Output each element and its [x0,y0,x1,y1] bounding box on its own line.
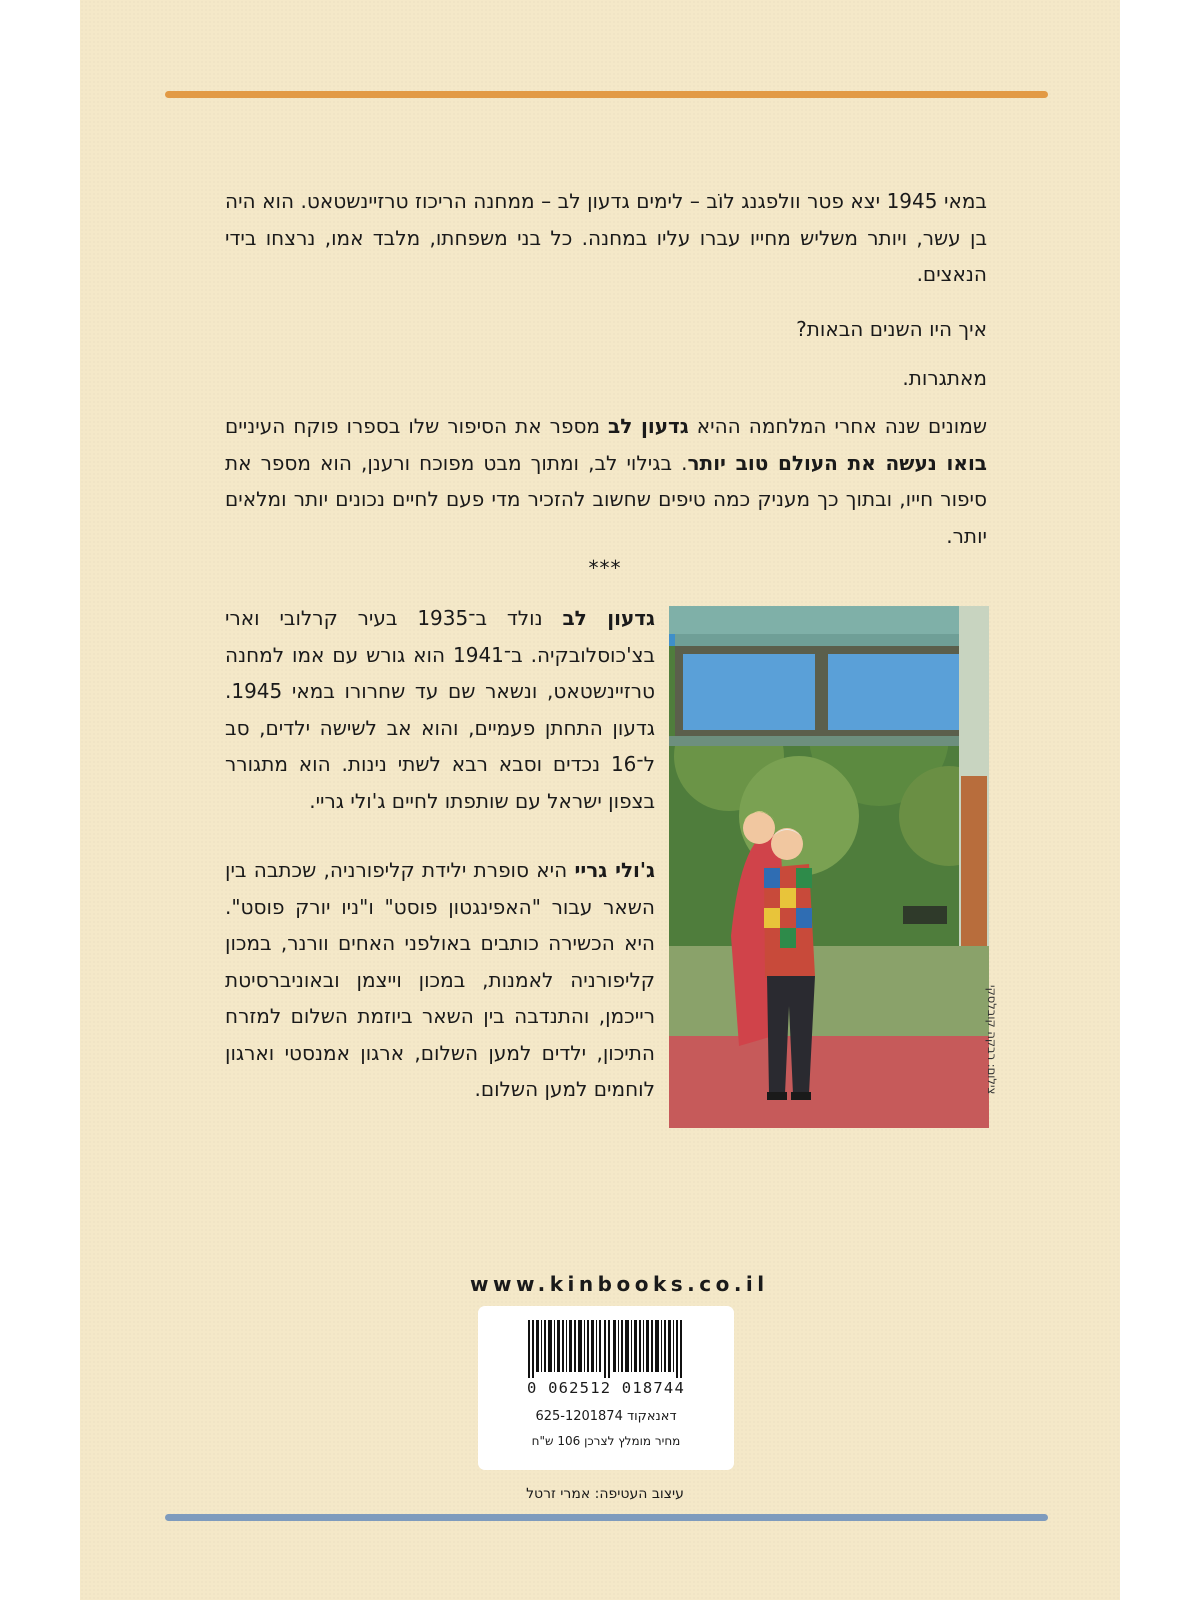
summary-text: . בגילוי לב, ומתוך מבט מפוכח ורענן, הוא מספר את סיפור חייו, ובתוך כך מעניק כמה טיפים שחשוב להזכיר מדי פעם לחיים נכונים יותר ומלאים יותר. [225,450,987,548]
intro-paragraph: במאי 1945 יצא פטר וולפגנג לוֹב – לימים גדעון לב – ממחנה הריכוז טרזיינשטאט. הוא היה בן עשר, ויותר משליש מחייו עברו עליו במחנה. כל בני משפחתו, מלבד אמו, נרצחו בידי הנאצים. [225,189,987,286]
author-bio-gideon [225,600,655,819]
recommended-price: מחיר מומלץ לצרכן 106 ש"ח [531,1434,681,1448]
summary-text: מספר את הסיפור שלו בספרו פוקח העיניים [225,414,609,438]
author-photo [669,606,989,1128]
publisher-website: www.kinbooks.co.il [470,1272,769,1296]
bio-name: גדעון לב [562,606,655,630]
intro-answer: מאתגרות. [902,366,987,390]
barcode-panel [478,1306,734,1470]
danacode: דאנאקוד 625-1201874 [535,1409,677,1424]
top-orange-rule [165,91,1048,98]
intro-question: איך היו השנים הבאות? [796,317,987,341]
photo-credit: צילום: רבקה קובלסקי [985,985,999,1095]
author-name: גדעון לב [608,414,689,438]
book-title: בואו נעשה את העולם טוב יותר [687,450,988,475]
bio-text: היא סופרת ילידת קליפורניה, שכתבה בין השאר עבור "האפינגטון פוסט" ו"ניו יורק פוסט". היא הכשירה כותבים באולפני האחים וורנר, במכון קליפורניה לאמנות, במכון וייצמן ובאוניברסיטת רייכמן, והתנדבה בין השאר ביוזמת השלום למזרח התיכון, ילדים למען השלום, ארגון אמנסטי וארגון לוחמים למען השלום. [225,858,655,1101]
section-separator: *** [588,556,622,580]
author-bio-julie [225,852,655,1108]
barcode-icon [528,1320,684,1378]
bottom-blue-rule [165,1514,1048,1521]
bio-text: נולד ב־1935 בעיר קרלובי וארי בצ'כוסלובקיה. ב־1941 הוא גורש עם אמו למחנה טרזיינשטאט, ונשאר שם עד שחרורו במאי 1945. גדעון התחתן פעמיים, והוא אב לשישה ילדים, סב ל־16 נכדים וסבא רבא לשתי נינות. הוא מתגורר בצפון ישראל עם שותפתו לחיים ג'ולי גריי. [225,606,656,813]
bio-name: ג'ולי גריי [574,858,655,882]
summary-text: שמונים שנה אחרי המלחמה ההיא [688,414,987,438]
cover-design-credit: עיצוב העטיפה: אמרי זרטל [526,1486,684,1502]
summary-paragraph [225,408,987,554]
barcode-number: 0 062512 018744 [527,1379,685,1397]
